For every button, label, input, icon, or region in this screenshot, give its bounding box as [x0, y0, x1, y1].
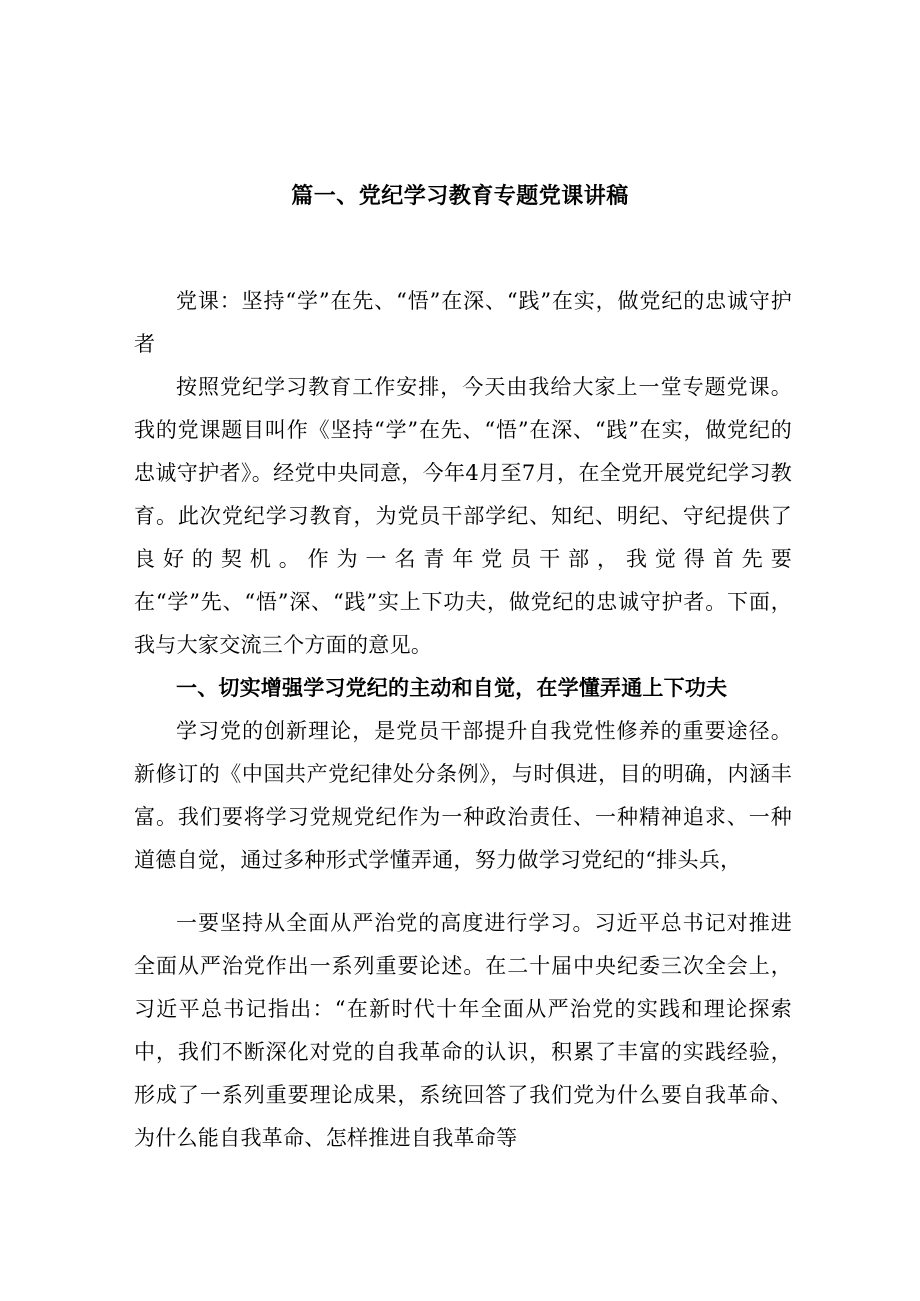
- document-body: [134, 280, 792, 1160]
- intro-paragraph: 按照党纪学习教育工作安排，今天由我给大家上一堂专题党课。我的党课题目叫作《坚持“学”在先、“悟”在深、“践”在实，做党纪的忠诚守护者》。经党中央同意，今年4月至7月，在全党开展党纪学习教育。此次党纪学习教育，为党员干部学纪、知纪、明纪、守纪提供了良好的契机。作为一名青年党员干部，我觉得首先要在“学”先、“悟”深、“践”实上下功夫，做党纪的忠诚守护者。下面，我与大家交流三个方面的意见。: [134, 375, 792, 657]
- section-heading: 一、切实增强学习党纪的主动和自觉，在学懂弄通上下功夫: [176, 676, 728, 700]
- lecture-subtitle: 党课：坚持“学”在先、“悟”在深、“践”在实，做党纪的忠诚守护者: [134, 289, 792, 356]
- subsection-paragraph: 一要坚持从全面从严治党的高度进行学习。习近平总书记对推进全面从严治党作出一系列重要论述。在二十届中央纪委三次全会上，习近平总书记指出：“在新时代十年全面从严治党的实践和理论探索中，我们不断深化对党的自我革命的认识，积累了丰富的实践经验，形成了一系列重要理论成果，系统回答了我们党为什么要自我革命、为什么能自我革命、怎样推进自我革命等: [134, 911, 792, 1150]
- document-title: 篇一、党纪学习教育专题党课讲稿: [291, 184, 629, 209]
- paragraph-gap: [134, 882, 792, 902]
- section-paragraph: 学习党的创新理论，是党员干部提升自我党性修养的重要途径。新修订的《中国共产党纪律处分条例》，与时俱进，目的明确，内涵丰富。我们要将学习党规党纪作为一种政治责任、一种精神追求、一种道德自觉，通过多种形式学懂弄通，努力做学习党纪的“排头兵，: [134, 719, 792, 872]
